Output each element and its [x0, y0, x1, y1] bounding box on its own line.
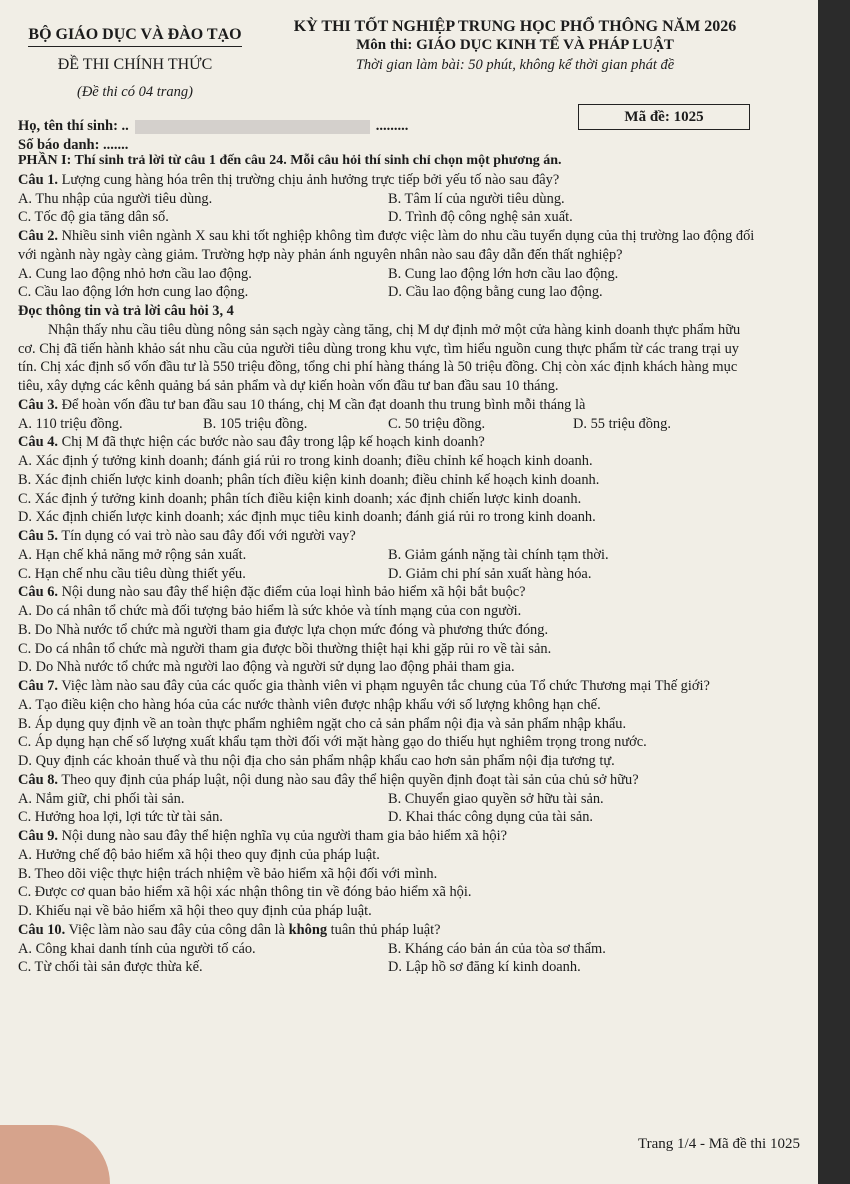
- option-c[interactable]: C. Cầu lao động lớn hơn cung lao động.: [18, 284, 249, 301]
- options-row: [18, 546, 758, 565]
- option-a[interactable]: A. Do cá nhân tổ chức mà đối tượng bảo hiểm là sức khỏe và tính mạng của con người.: [18, 603, 522, 619]
- options-row: [18, 265, 758, 284]
- header-left: [20, 26, 250, 101]
- option-d[interactable]: D. Khiếu nại về bảo hiểm xã hội theo quy định của pháp luật.: [18, 903, 372, 919]
- official-label: ĐỀ THI CHÍNH THỨC: [57, 56, 213, 73]
- question-8: [18, 771, 758, 790]
- option-c[interactable]: C. Tốc độ gia tăng dân số.: [18, 209, 169, 226]
- option-a[interactable]: A. Nắm giữ, chi phối tài sản.: [18, 790, 185, 807]
- question-7: [18, 677, 758, 696]
- option-b[interactable]: B. Chuyển giao quyền sở hữu tài sản.: [388, 790, 604, 807]
- option-b[interactable]: B. Xác định chiến lược kinh doanh; phân tích điều kiện kinh doanh; điều chỉnh kế hoạch kinh doanh.: [18, 471, 600, 488]
- question-number: Câu 8.: [18, 771, 58, 788]
- question-stem: Tín dụng có vai trò nào sau đây đối với người vay?: [61, 528, 356, 544]
- question-stem: Theo quy định của pháp luật, nội dung nào sau đây thể hiện quyền định đoạt tài sản của chủ sở hữu?: [61, 771, 639, 788]
- question-number: Câu 9.: [18, 828, 58, 844]
- option-d[interactable]: D. Cầu lao động bằng cung lao động.: [388, 284, 603, 301]
- option-d[interactable]: D. Khai thác công dụng của tài sản.: [388, 809, 594, 826]
- option-a[interactable]: A. Tạo điều kiện cho hàng hóa của các nước thành viên được nhập khẩu với số lượng không hạn chế.: [18, 696, 601, 713]
- option-b[interactable]: B. Do Nhà nước tổ chức mà người tham gia được lựa chọn mức đóng và phương thức đóng.: [18, 621, 549, 638]
- question-number: Câu 1.: [18, 171, 58, 188]
- exam-code-box: Mã đề: 1025: [578, 104, 750, 130]
- option-b[interactable]: B. Theo dõi việc thực hiện trách nhiệm về bảo hiểm xã hội đối với mình.: [18, 865, 438, 882]
- options-row: [18, 790, 758, 809]
- student-name-line: [18, 118, 408, 135]
- option-b[interactable]: B. Giảm gánh nặng tài chính tạm thời.: [388, 546, 609, 563]
- question-number: Câu 4.: [18, 434, 58, 451]
- option-c[interactable]: C. Từ chối tài sản được thừa kế.: [18, 959, 203, 976]
- option-a[interactable]: A. Cung lao động nhỏ hơn cầu lao động.: [18, 265, 252, 282]
- question-6: [18, 583, 758, 602]
- option-d[interactable]: D. Lập hồ sơ đăng kí kinh doanh.: [388, 959, 581, 976]
- exam-time: Thời gian làm bài: 50 phút, không kể thời gian phát đề: [355, 57, 675, 73]
- question-5: [18, 527, 758, 546]
- option-d[interactable]: D. Xác định chiến lược kinh doanh; xác định mục tiêu kinh doanh; đánh giá rủi ro trong kinh doanh.: [18, 509, 596, 526]
- question-9: [18, 827, 758, 846]
- exam-title: KỲ THI TỐT NGHIỆP TRUNG HỌC PHỔ THÔNG NĂM 2026: [293, 18, 737, 35]
- redacted-name: [135, 120, 370, 134]
- header-right: [280, 18, 750, 74]
- question-number: Câu 7.: [18, 678, 58, 694]
- option-a[interactable]: A. 110 triệu đồng.: [18, 415, 123, 432]
- option-c[interactable]: C. Xác định ý tưởng kinh doanh; phân tích điều kiện kinh doanh; xác định chiến lược kinh doanh.: [18, 490, 582, 507]
- options-row: [18, 940, 758, 959]
- part-1-instructions: PHẦN I: Thí sinh trả lời từ câu 1 đến câu 24. Mỗi câu hỏi thí sinh chỉ chọn một phương án.: [18, 153, 562, 168]
- options-row: [18, 283, 758, 302]
- question-stem-pre: Việc làm nào sau đây của công dân là: [68, 921, 289, 938]
- page-footer: Trang 1/4 - Mã đề thi 1025: [638, 1136, 800, 1152]
- reading-passage: Nhận thấy nhu cầu tiêu dùng nông sản sạch ngày càng tăng, chị M dự định mở một cửa hàng kinh doanh thực phẩm hữu cơ. Chị đã tiến hành khảo sát nhu cầu của người tiêu dùng trong khu vực, tìm hiểu nguồn cung thực phẩm từ các trang trại uy tín. Chị xác định số vốn đầu tư là 550 triệu đồng, tổng chi phí hàng tháng là 50 triệu đồng. Chị còn xác định khách hàng mục tiêu, xây dựng các kênh quảng bá sản phẩm và dự kiến hoàn vốn đầu tư ban đầu sau 10 tháng.: [18, 321, 741, 394]
- option-a[interactable]: A. Hưởng chế độ bảo hiểm xã hội theo quy định của pháp luật.: [18, 846, 380, 863]
- option-b[interactable]: B. Áp dụng quy định về an toàn thực phẩm nghiêm ngặt cho cả sản phẩm nội địa và sản phẩm nhập khẩu.: [18, 715, 627, 732]
- question-stem-emphasis: không: [288, 921, 328, 938]
- question-number: Câu 2.: [18, 228, 58, 244]
- question-stem: Để hoàn vốn đầu tư ban đầu sau 10 tháng, chị M cần đạt doanh thu trung bình mỗi tháng là: [61, 396, 586, 413]
- option-a[interactable]: A. Thu nhập của người tiêu dùng.: [18, 190, 213, 207]
- page-count: (Đề thi có 04 trang): [77, 84, 193, 100]
- question-2: [18, 227, 758, 265]
- option-b[interactable]: B. 105 triệu đồng.: [203, 415, 308, 432]
- option-d[interactable]: D. Trình độ công nghệ sản xuất.: [388, 209, 573, 226]
- option-b[interactable]: B. Cung lao động lớn hơn cầu lao động.: [388, 265, 619, 282]
- question-1: [18, 171, 758, 190]
- student-name-dots: .........: [375, 118, 409, 134]
- option-c[interactable]: C. Do cá nhân tổ chức mà người tham gia được bồi thường thiệt hại khi gặp rủi ro về tài sản.: [18, 640, 552, 657]
- options-row: [18, 958, 758, 977]
- question-3: [18, 396, 758, 415]
- option-a[interactable]: A. Xác định ý tưởng kinh doanh; đánh giá rủi ro trong kinh doanh; điều chỉnh kế hoạch kinh doanh.: [18, 453, 593, 469]
- option-c[interactable]: C. Hưởng hoa lợi, lợi tức từ tài sản.: [18, 809, 223, 826]
- option-a[interactable]: A. Công khai danh tính của người tố cáo.: [18, 940, 256, 957]
- option-a[interactable]: A. Hạn chế khả năng mở rộng sản xuất.: [18, 546, 247, 563]
- question-number: Câu 6.: [18, 584, 58, 601]
- option-c[interactable]: C. 50 triệu đồng.: [388, 415, 486, 432]
- option-d[interactable]: D. Do Nhà nước tổ chức mà người lao động và người sử dụng lao động phải tham gia.: [18, 659, 515, 676]
- option-c[interactable]: C. Được cơ quan bảo hiểm xã hội xác nhận thông tin về đóng bảo hiểm xã hội.: [18, 884, 472, 901]
- option-c[interactable]: C. Áp dụng hạn chế số lượng xuất khẩu tạm thời đối với mặt hàng gạo do thiếu hụt nghiêm trọng trong nước.: [18, 734, 647, 751]
- dark-background-edge: [818, 0, 850, 1184]
- reading-title: Đọc thông tin và trả lời câu hỏi 3, 4: [18, 303, 234, 319]
- option-d[interactable]: D. 55 triệu đồng.: [573, 415, 671, 432]
- question-stem: Nội dung nào sau đây thể hiện nghĩa vụ của người tham gia bảo hiểm xã hội?: [61, 828, 508, 844]
- question-stem: Lượng cung hàng hóa trên thị trường chịu ảnh hưởng trực tiếp bởi yếu tố nào sau đây?: [61, 171, 560, 188]
- question-stem-post: tuân thủ pháp luật?: [327, 921, 441, 938]
- option-b[interactable]: B. Tâm lí của người tiêu dùng.: [388, 190, 565, 207]
- question-stem: Việc làm nào sau đây của các quốc gia thành viên vi phạm nguyên tắc chung của Tổ chức Thương mại Thế giới?: [61, 678, 710, 694]
- student-name-label: Họ, tên thí sinh: ..: [18, 118, 129, 134]
- options-row: [18, 808, 758, 827]
- options-row: [18, 415, 758, 434]
- question-stem: Chị M đã thực hiện các bước nào sau đây trong lập kế hoạch kinh doanh?: [61, 434, 485, 451]
- option-c[interactable]: C. Hạn chế nhu cầu tiêu dùng thiết yếu.: [18, 565, 246, 582]
- question-number: Câu 10.: [18, 921, 66, 938]
- question-stem: Nhiều sinh viên ngành X sau khi tốt nghiệp không tìm được việc làm do nhu cầu tuyển dụng của thị trường lao động đối với ngành này ngày càng giảm. Trường hợp này phản ánh nguyên nhân nào sau đây dẫn đến thất nghiệp?: [18, 228, 755, 263]
- options-row: [18, 208, 758, 227]
- options-row: [18, 565, 758, 584]
- ministry-name: BỘ GIÁO DỤC VÀ ĐÀO TẠO: [28, 26, 241, 47]
- option-d[interactable]: D. Giảm chi phí sản xuất hàng hóa.: [388, 565, 592, 582]
- student-id-label: Số báo danh: .......: [18, 137, 129, 153]
- question-number: Câu 3.: [18, 396, 58, 413]
- exam-content: [18, 152, 758, 977]
- option-b[interactable]: B. Kháng cáo bản án của tòa sơ thẩm.: [388, 940, 606, 957]
- question-10: [18, 921, 758, 940]
- option-d[interactable]: D. Quy định các khoản thuế và thu nội địa cho sản phẩm nhập khẩu cao hơn sản phẩm nội địa tương tự.: [18, 753, 615, 769]
- exam-subject: Môn thi: GIÁO DỤC KINH TẾ VÀ PHÁP LUẬT: [356, 37, 674, 53]
- question-number: Câu 5.: [18, 528, 58, 544]
- question-stem: Nội dung nào sau đây thể hiện đặc điểm của loại hình bảo hiểm xã hội bắt buộc?: [61, 584, 526, 601]
- options-row: [18, 190, 758, 209]
- question-4: [18, 433, 758, 452]
